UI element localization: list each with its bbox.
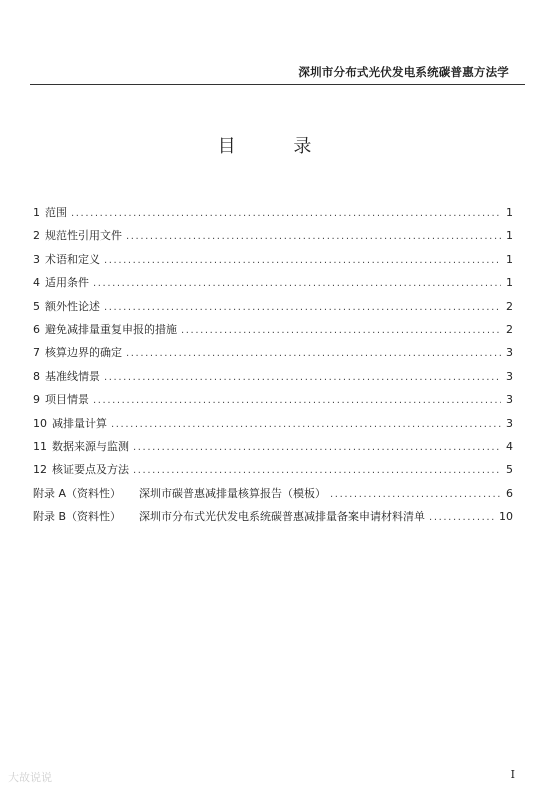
toc-entry-title: 数据来源与监测 bbox=[52, 439, 129, 453]
toc-entry-title: 基准线情景 bbox=[45, 369, 100, 383]
toc-entry-page: 1 bbox=[506, 252, 513, 266]
table-of-contents bbox=[33, 204, 513, 531]
toc-entry-title: 项目情景 bbox=[45, 393, 89, 407]
toc-entry-title: 深圳市分布式光伏发电系统碳普惠减排量备案申请材料清单 bbox=[139, 510, 426, 524]
document-running-title: 深圳市分布式光伏发电系统碳普惠方法学 bbox=[298, 65, 509, 79]
toc-leader-dots bbox=[111, 419, 501, 430]
toc-entry-title: 术语和定义 bbox=[45, 252, 100, 266]
toc-entry-title: 额外性论述 bbox=[45, 299, 100, 313]
toc-entry-page: 1 bbox=[506, 229, 513, 243]
toc-entry[interactable] bbox=[33, 415, 513, 438]
toc-entry-title: 避免减排量重复申报的措施 bbox=[45, 322, 177, 336]
toc-leader-dots bbox=[93, 395, 501, 406]
toc-entry[interactable] bbox=[33, 368, 513, 391]
header-divider bbox=[30, 84, 525, 85]
toc-entry-page: 10 bbox=[499, 510, 513, 524]
toc-entry[interactable] bbox=[33, 485, 513, 508]
toc-entry-appendix-prefix: 附录 B（资料性） bbox=[33, 510, 122, 524]
toc-entry-title: 范围 bbox=[45, 206, 67, 219]
toc-entry-number: 5 bbox=[33, 299, 40, 313]
toc-leader-dots bbox=[126, 348, 501, 359]
toc-entry-page: 2 bbox=[506, 322, 513, 336]
toc-entry-number: 3 bbox=[33, 252, 40, 266]
toc-entry-number: 12 bbox=[33, 463, 47, 477]
toc-entry[interactable] bbox=[33, 391, 513, 414]
toc-entry-appendix-prefix: 附录 A（资料性） bbox=[33, 486, 122, 500]
toc-leader-dots bbox=[104, 372, 501, 383]
toc-leader-dots bbox=[133, 442, 501, 453]
toc-leader-dots bbox=[181, 325, 501, 336]
toc-entry-number: 4 bbox=[33, 276, 40, 290]
toc-entry-title: 核证要点及方法 bbox=[52, 463, 129, 477]
toc-entry[interactable] bbox=[33, 508, 513, 531]
toc-entry-number: 6 bbox=[33, 322, 40, 336]
toc-leader-dots bbox=[93, 278, 501, 289]
toc-entry-number: 1 bbox=[33, 206, 40, 219]
toc-entry[interactable] bbox=[33, 251, 513, 274]
page-number: I bbox=[510, 768, 515, 781]
toc-heading: 目 录 bbox=[217, 136, 338, 157]
toc-entry-page: 2 bbox=[506, 299, 513, 313]
watermark: 大故说说 bbox=[8, 771, 52, 784]
toc-entry-page: 3 bbox=[506, 393, 513, 407]
toc-entry[interactable] bbox=[33, 204, 513, 227]
toc-entry-page: 1 bbox=[506, 206, 513, 219]
toc-leader-dots bbox=[71, 208, 501, 219]
toc-entry-page: 5 bbox=[506, 463, 513, 477]
toc-entry-number: 7 bbox=[33, 346, 40, 360]
toc-entry-number: 9 bbox=[33, 393, 40, 407]
toc-leader-dots bbox=[133, 465, 501, 476]
toc-entry[interactable] bbox=[33, 274, 513, 297]
toc-entry-page: 6 bbox=[506, 486, 513, 500]
toc-entry-title: 适用条件 bbox=[45, 276, 89, 290]
toc-entry[interactable] bbox=[33, 344, 513, 367]
toc-entry-page: 4 bbox=[506, 439, 513, 453]
toc-entry-number: 2 bbox=[33, 229, 40, 243]
toc-entry-number: 11 bbox=[33, 439, 47, 453]
toc-entry[interactable] bbox=[33, 438, 513, 461]
toc-leader-dots bbox=[126, 231, 501, 242]
toc-entry-page: 3 bbox=[506, 369, 513, 383]
toc-entry-title: 规范性引用文件 bbox=[45, 229, 122, 243]
toc-entry-page: 1 bbox=[506, 276, 513, 290]
toc-entry[interactable] bbox=[33, 298, 513, 321]
toc-entry-title: 减排量计算 bbox=[52, 416, 107, 430]
toc-entry-title: 核算边界的确定 bbox=[45, 346, 122, 360]
toc-entry[interactable] bbox=[33, 227, 513, 250]
toc-entry-number: 8 bbox=[33, 369, 40, 383]
toc-entry-title: 深圳市碳普惠减排量核算报告（模板） bbox=[139, 486, 327, 500]
toc-entry[interactable] bbox=[33, 461, 513, 484]
toc-entry-page: 3 bbox=[506, 416, 513, 430]
toc-leader-dots bbox=[330, 489, 501, 500]
toc-entry-number: 10 bbox=[33, 416, 47, 430]
toc-entry[interactable] bbox=[33, 321, 513, 344]
toc-leader-dots bbox=[429, 512, 495, 523]
toc-leader-dots bbox=[104, 302, 501, 313]
toc-entry-page: 3 bbox=[506, 346, 513, 360]
toc-leader-dots bbox=[104, 255, 501, 266]
